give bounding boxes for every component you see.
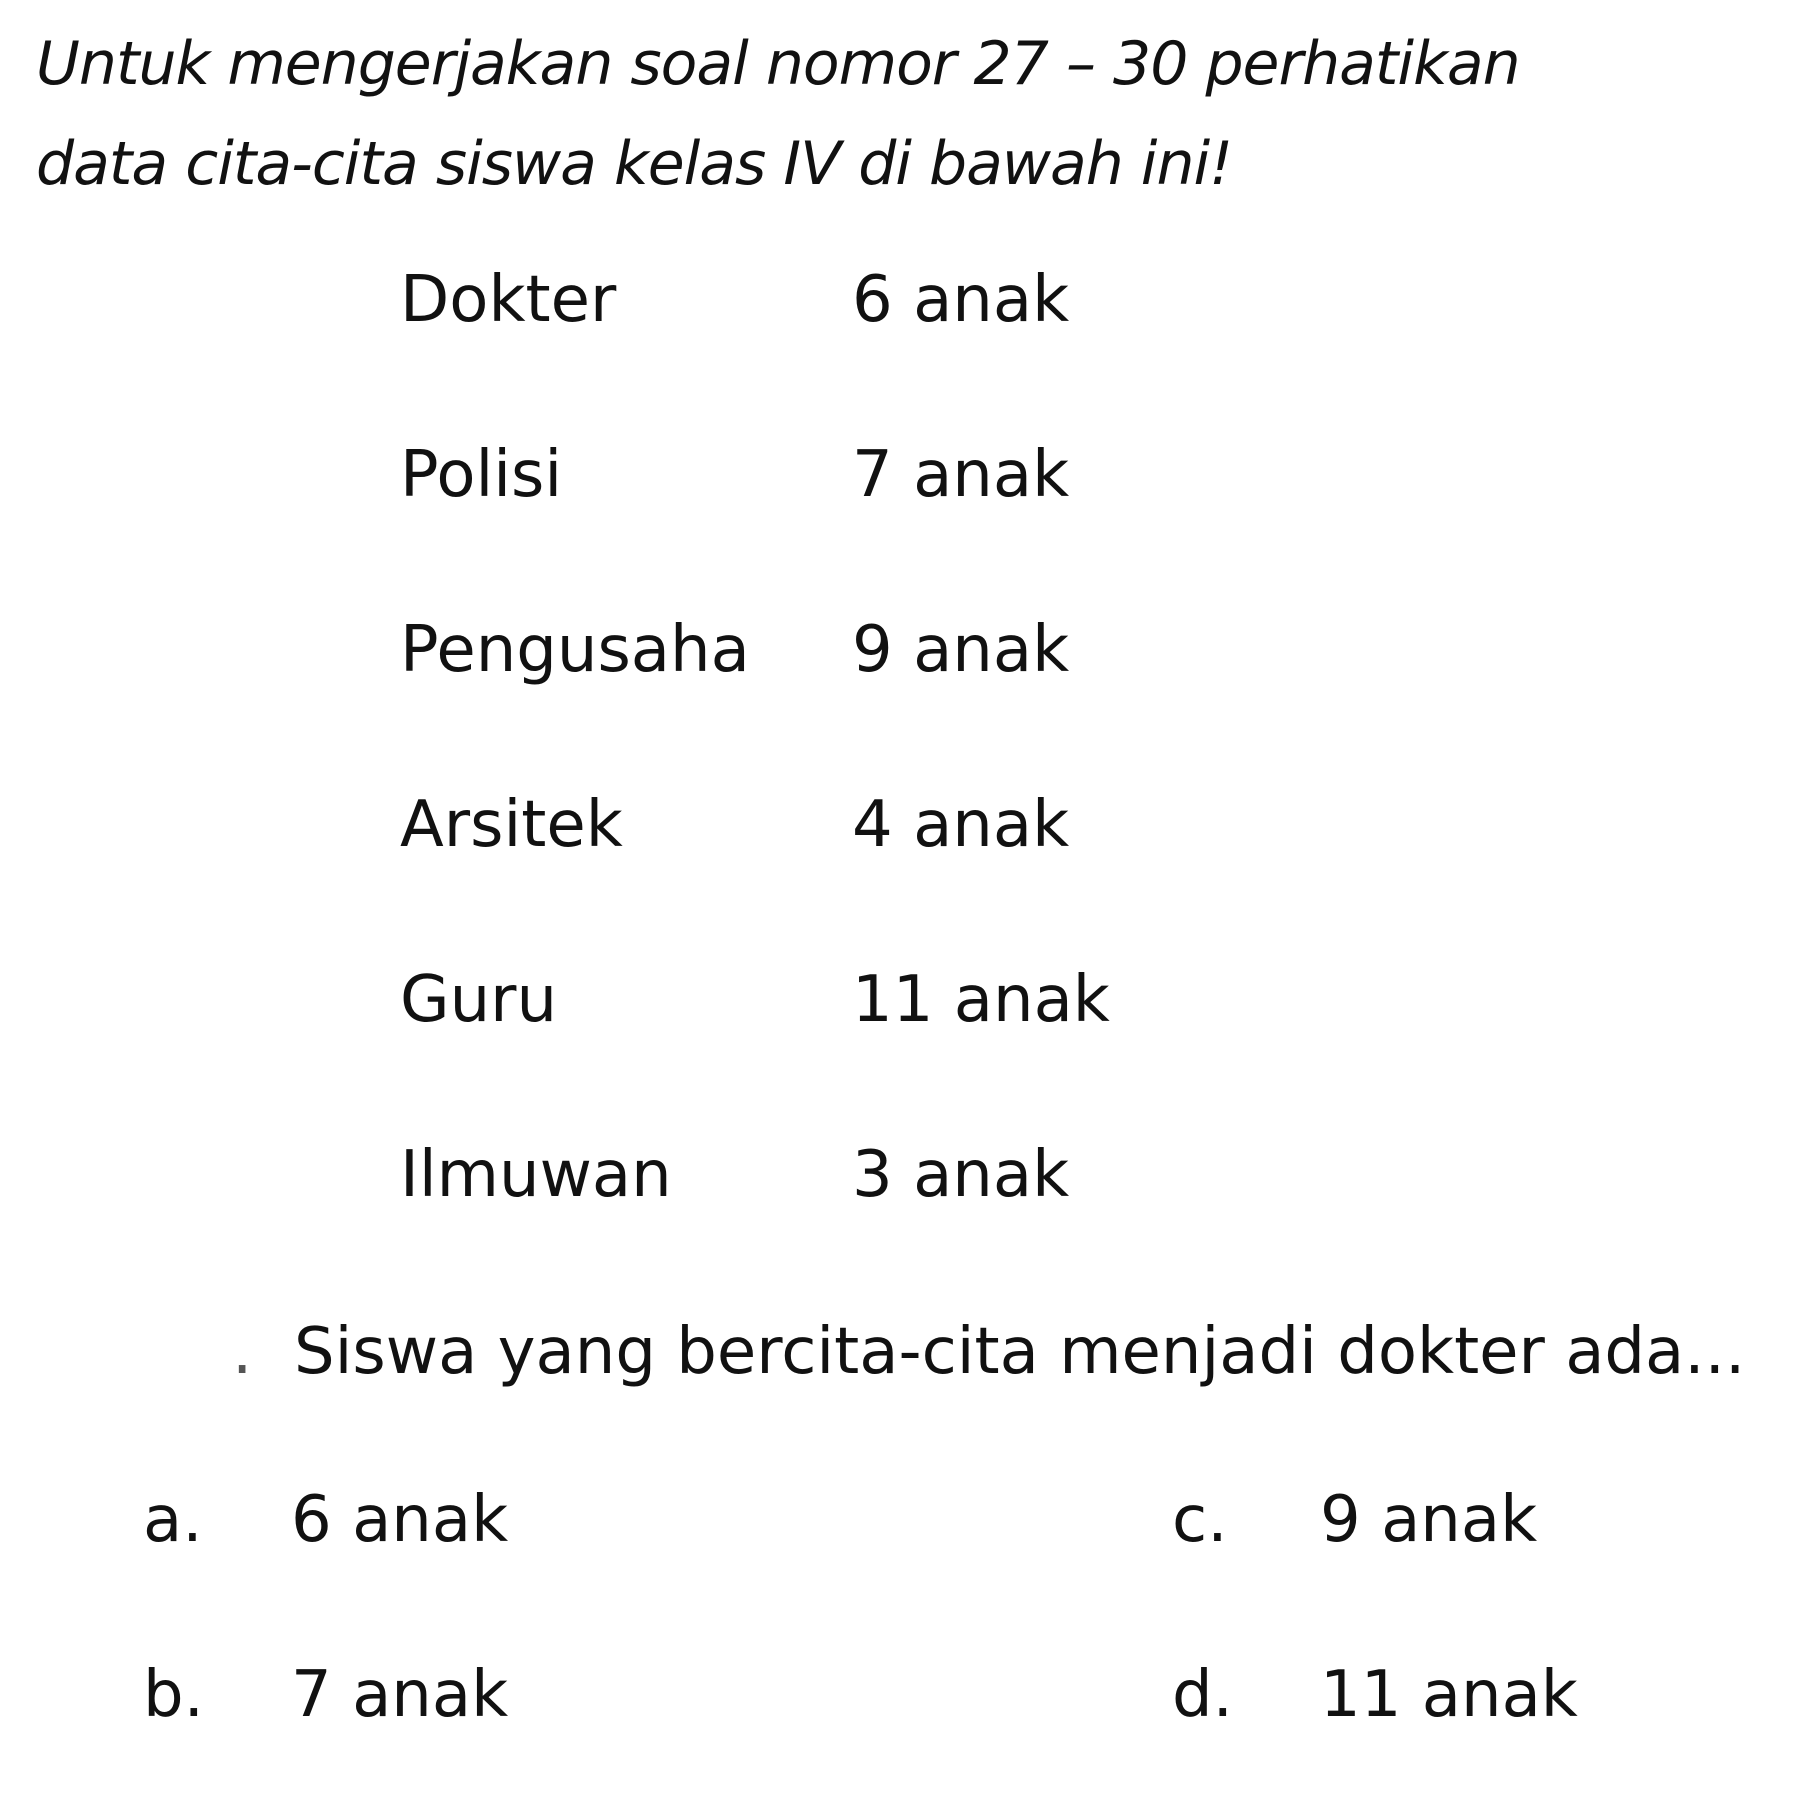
table-row: [400, 960, 1110, 1135]
option-letter: b.: [143, 1658, 204, 1732]
profession-cell: Dokter: [400, 263, 617, 337]
instruction-text: [36, 14, 1776, 214]
count-cell: 7 anak: [852, 438, 1070, 512]
table-row: [400, 435, 1110, 610]
question-number: .: [232, 1315, 253, 1389]
profession-cell: Polisi: [400, 438, 563, 512]
answer-option-a[interactable]: [143, 1480, 508, 1560]
table-row: [400, 785, 1110, 960]
option-letter: c.: [1172, 1483, 1228, 1557]
profession-cell: Ilmuwan: [400, 1138, 672, 1212]
question-text: Siswa yang bercita-cita menjadi dokter ada...: [294, 1315, 1746, 1389]
option-text: 7 anak: [291, 1658, 509, 1732]
count-cell: 11 anak: [852, 963, 1110, 1037]
count-cell: 6 anak: [852, 263, 1070, 337]
instruction-line-2: data cita-cita siswa kelas IV di bawah ini!: [36, 129, 1233, 199]
table-row: [400, 1135, 1110, 1310]
count-cell: 4 anak: [852, 788, 1070, 862]
question-stem: [232, 1312, 1745, 1392]
answer-option-b[interactable]: [143, 1655, 508, 1735]
count-cell: 9 anak: [852, 613, 1070, 687]
answer-option-d[interactable]: [1172, 1655, 1578, 1735]
profession-cell: Pengusaha: [400, 613, 750, 687]
table-row: [400, 610, 1110, 785]
option-letter: d.: [1172, 1658, 1233, 1732]
option-letter: a.: [143, 1483, 203, 1557]
option-text: 11 anak: [1320, 1658, 1578, 1732]
option-text: 6 anak: [291, 1483, 509, 1557]
option-text: 9 anak: [1320, 1483, 1538, 1557]
count-cell: 3 anak: [852, 1138, 1070, 1212]
profession-cell: Guru: [400, 963, 558, 1037]
instruction-line-1: Untuk mengerjakan soal nomor 27 – 30 perhatikan: [36, 29, 1520, 99]
answer-option-c[interactable]: [1172, 1480, 1537, 1560]
profession-cell: Arsitek: [400, 788, 623, 862]
career-data-table: [400, 260, 1110, 1310]
table-row: [400, 260, 1110, 435]
